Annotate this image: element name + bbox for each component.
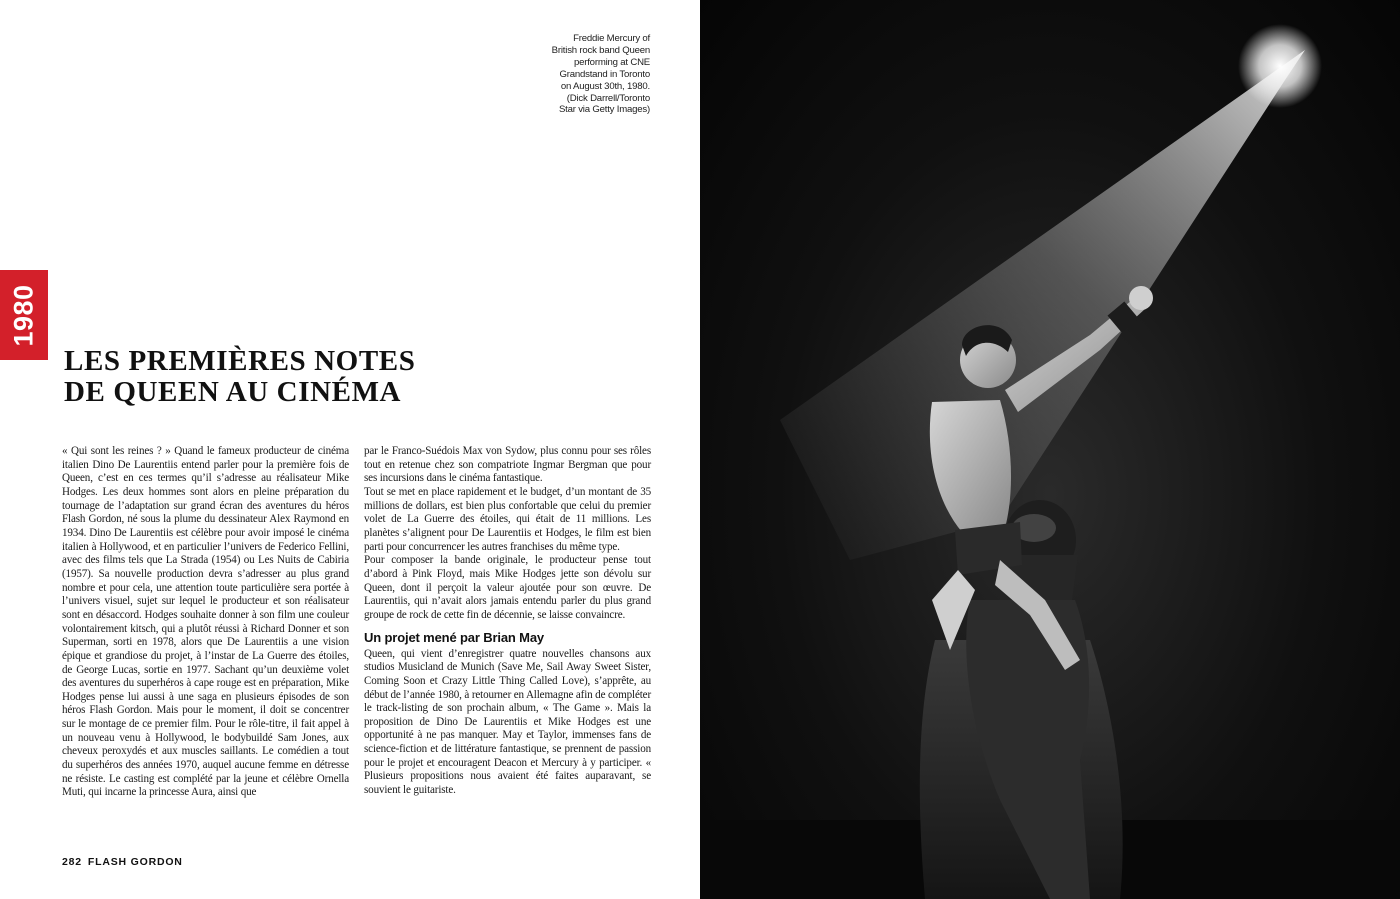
year-tab (0, 270, 48, 360)
spotlight-beam (780, 50, 1305, 560)
article-title (64, 346, 415, 408)
article-paragraph: Tout se met en place rapidement et le budget, d’un montant de 35 millions de dollars, est bien plus confortable que celui du premier volet de La Guerre des étoiles, qui était de 11 millions. Les planètes s’alignent pour De Laurentiis et Hodges, le film est bien parti pour concurrencer les autres franchises du même type. (364, 485, 651, 553)
article-title-line-1: LES PREMIÈRES NOTES (64, 345, 416, 377)
article-title-line-2: DE QUEEN AU CINÉMA (64, 376, 402, 408)
article-paragraph: Queen, qui vient d’enregistrer quatre nouvelles chansons aux studios Musicland de Munich (Save Me, Sail Away Sweet Sister, Coming Soon et Crazy Little Thing Called Love), s’apprête, au début de l’année 1980, à retourner en Allemagne afin de compléter le track-listing de son prochain album, « The Game ». Mais la proposition de Dino De Laurentiis et Mike Hodges est une opportunité à ne pas manquer. May et Taylor, immenses fans de science-fiction et de littérature fantastique, se prennent de passion pour le projet et encouragent Deacon et Mercury à y participer. « Plusieurs propositions nous avaient été faites auparavant, se souvient le guitariste. (364, 647, 651, 797)
article-column-2 (364, 445, 651, 798)
photo-caption: Freddie Mercury of British rock band Queen performing at CNE Grandstand in Toronto on August 30th, 1980. (Dick Darrell/Toronto Star via Getty Images) (551, 33, 650, 116)
article-column-1 (62, 445, 349, 800)
article-paragraph: Pour composer la bande originale, le producteur pense tout d’abord à Pink Floyd, mais Mike Hodges jette son dévolu sur Queen, dont il perçoit la valeur ajoutée pour son œuvre. De Laurentiis, qui n’avait alors jamais entendu parler du plus grand groupe de rock de cette fin de décennie, se laisse convaincre. (364, 554, 651, 621)
page-footer (62, 856, 183, 868)
article-paragraph: « Qui sont les reines ? » Quand le fameux producteur de cinéma italien Dino De Laurentiis entend parler pour la première fois de Queen, c’est en ces termes qu’il s’adresse au réalisateur Mike Hodges. Les deux hommes sont alors en pleine préparation du tournage de l’adaptation sur grand écran des aventures du héros Flash Gordon, né sous la plume du dessinateur Alex Raymond en 1934. Dino De Laurentiis est célèbre pour avoir imposé le cinéma italien à Hollywood, et en particulier l’univers de Federico Fellini, avec des films tels que La Strada (1954) ou Les Nuits de Cabiria (1957). Sa nouvelle production devra s’adresser au plus grand nombre et pour cela, une attention toute particulière sera portée à l’univers visuel, sujet sur lequel le producteur et son réalisateur sont en désaccord. Hodges souhaite donner à son film une couleur volontairement kitsch, qui a plutôt réussi à Richard Donner et son Superman, sorti en 1978, alors que De Laurentiis a une vision épique et grandiose du projet, à l’instar de La Guerre des étoiles, de George Lucas, sortie en 1977. Sachant qu’un deuxième volet des aventures du superhéros à cape rouge est en préparation, Mike Hodges pense lui aussi à une saga en plusieurs épisodes de son héros Flash Gordon. Mais pour le moment, il doit se concentrer sur le montage de ce premier film. Pour le rôle-titre, il fait appel à un nouveau venu à Hollywood, le bodybuildé Sam Jones, aux cheveux peroxydés et aux muscles saillants. Le comédien a tout du superhéros des années 1970, auquel aucune femme en détresse ne résiste. Le casting est complété par la jeune et célèbre Ornella Muti, qui incarne la princesse Aura, ainsi que (62, 445, 349, 799)
article-paragraph: par le Franco-Suédois Max von Sydow, plus connu pour ses rôles tout en retenue chez son compatriote Ingmar Bergman que pour ses incursions dans le cinéma fantastique. (364, 445, 651, 485)
year-tab-label: 1980 (8, 283, 39, 347)
concert-photo-illustration (700, 0, 1400, 899)
concert-photo (700, 0, 1400, 899)
page-number: 282 (62, 856, 82, 868)
section-subheading: Un projet mené par Brian May (364, 629, 545, 645)
running-title: FLASH GORDON (87, 856, 183, 868)
spotlight-lamp (1238, 24, 1322, 108)
